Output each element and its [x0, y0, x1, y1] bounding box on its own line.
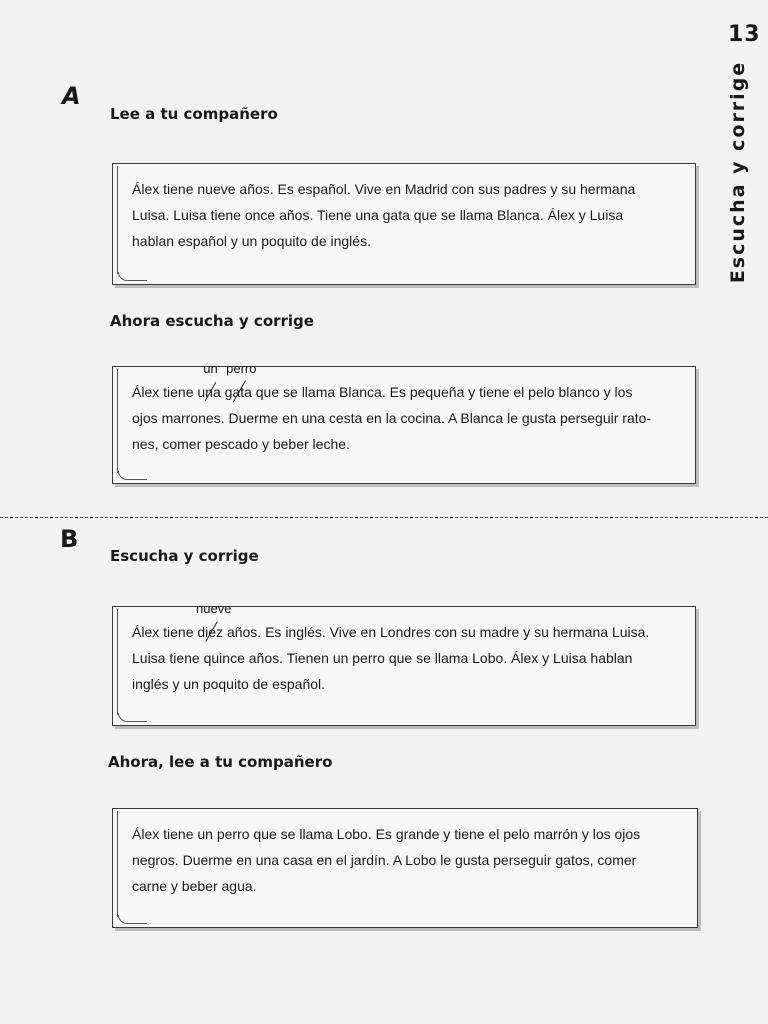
struck-word	[224, 361, 257, 405]
section-a-correct-paragraph	[132, 361, 683, 457]
text-line: Álex tiene nueve años. Es español. Vive en Madrid con sus padres y su hermana	[132, 181, 636, 197]
text-segment: Álex tiene	[132, 624, 198, 640]
section-a-heading-read: Lee a tu compañero	[110, 105, 278, 123]
section-b-textbox-read	[112, 808, 698, 928]
struck-word-text: diez	[197, 624, 224, 640]
text-segment: años. Es inglés. Vive en Londres con su madre y su hermana Luisa.	[223, 624, 650, 640]
text-line: Luisa. Luisa tiene once años. Tiene una gata que se llama Blanca. Álex y Luisa	[132, 207, 624, 223]
section-b-read-paragraph	[132, 821, 685, 899]
text-line: carne y beber agua.	[132, 878, 257, 894]
section-a-textbox-read	[112, 163, 696, 285]
section-a-letter: A	[62, 82, 81, 110]
handwritten-correction: perro	[226, 361, 257, 376]
section-b-correct-paragraph	[132, 601, 683, 697]
struck-word	[196, 601, 232, 645]
text-line	[132, 361, 633, 400]
section-b-letter: B	[60, 525, 79, 553]
page-number: 13	[728, 22, 761, 47]
text-line: nes, comer pescado y beber leche.	[132, 436, 350, 452]
text-line: Álex tiene un perro que se llama Lobo. Es grande y tiene el pelo marrón y los ojos	[132, 826, 641, 842]
side-title: Escucha y corrige	[727, 60, 749, 284]
section-a-read-paragraph	[132, 176, 683, 254]
struck-word-text: gata	[224, 384, 252, 400]
text-line: inglés y un poquito de español.	[132, 676, 326, 692]
handwritten-correction: nueve	[196, 601, 232, 616]
handwritten-correction: un	[203, 361, 218, 376]
struck-word-text: una	[197, 384, 221, 400]
section-a-textbox-correct	[112, 361, 696, 484]
section-divider	[0, 517, 768, 518]
section-b-heading-read: Ahora, lee a tu compañero	[108, 753, 333, 771]
text-segment: que se llama Blanca. Es pequeña y tiene el pelo blanco y los	[251, 384, 633, 400]
text-line: negros. Duerme en una casa en el jardín. A Lobo le gusta perseguir gatos, comer	[132, 852, 637, 868]
text-line	[132, 601, 650, 640]
text-line: Luisa tiene quince años. Tienen un perro que se llama Lobo. Álex y Luisa hablan	[132, 650, 633, 666]
text-line: ojos marrones. Duerme en una cesta en la cocina. A Blanca le gusta perseguir rato-	[132, 410, 652, 426]
text-segment: Álex tiene	[132, 384, 198, 400]
text-line: hablan español y un poquito de inglés.	[132, 233, 371, 249]
section-a-heading-listen: Ahora escucha y corrige	[110, 312, 314, 330]
section-b-textbox-correct	[112, 601, 696, 726]
struck-word	[197, 361, 221, 405]
section-b-heading-listen: Escucha y corrige	[110, 547, 259, 565]
